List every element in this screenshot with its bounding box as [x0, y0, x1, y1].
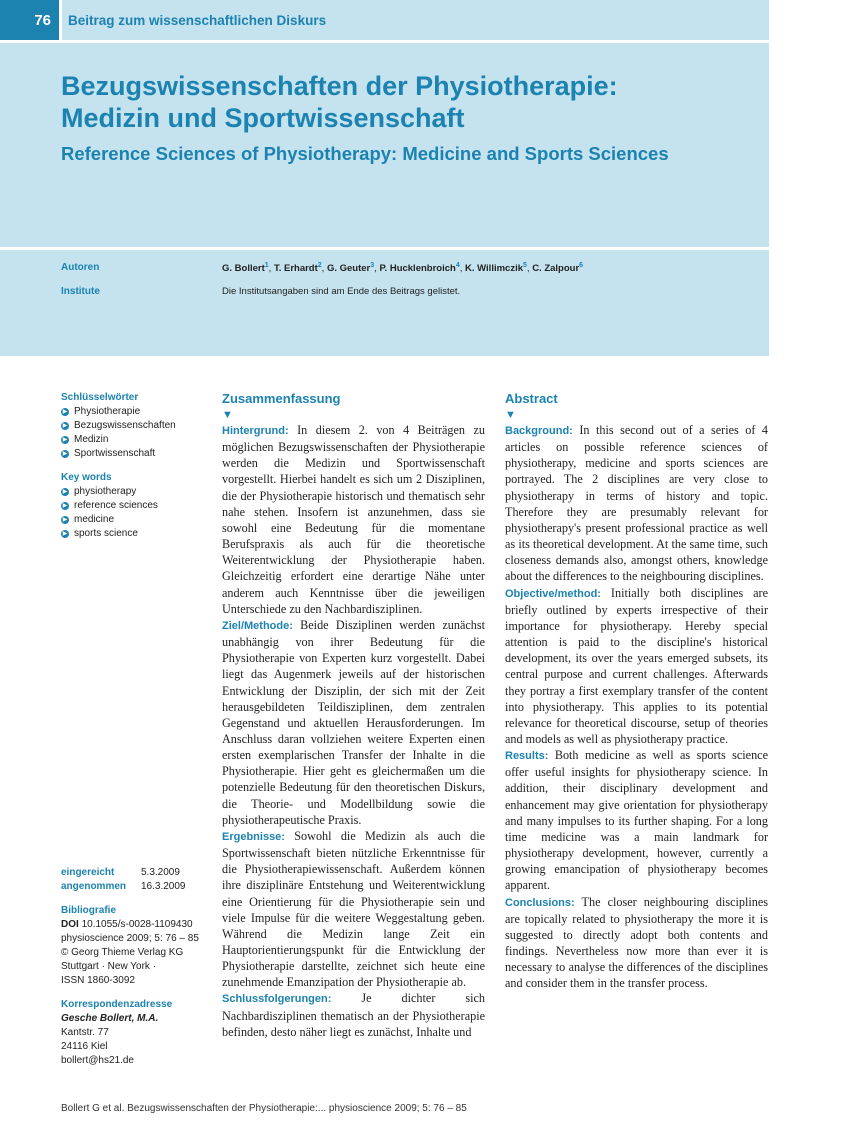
keyword-item — [61, 513, 211, 527]
accepted-label: angenommen — [61, 881, 127, 892]
page-number: 76 — [0, 0, 59, 40]
ziel-paragraph — [222, 617, 485, 828]
keyword-item — [61, 433, 211, 447]
accepted-date: 16.3.2009 — [141, 881, 186, 892]
received-date: 5.3.2009 — [141, 867, 180, 878]
correspondence-city: 24116 Kiel — [61, 1041, 108, 1052]
objective-text: Initially both disciplines are briefly outlined by experts irrespective of their importance for physiotherapy. Hereby special attention is paid to the discipline's historical development, its over the years emerged subsets, its central purpose and current challenges. Afterwards they portray a first exemplary transfer of the content into physiotherapy. This applies to its potential relevance for theoretical discourse, setup of theories and models as well as physiotherapy practice. — [505, 585, 769, 746]
schluss-label: Schlussfolgerungen: — [222, 993, 332, 1006]
objective-label: Objective/method: — [505, 587, 601, 600]
conclusions-text: The closer neighbouring disciplines are topically related to physiotherapy the more it is suggested to directly adopt both contents and findings. Nevertheless now more than ever it is necessary to analyse the differences of the disciplines and consider them in the transfer process. — [505, 894, 768, 991]
page-footer: Bollert G et al. Bezugswissenschaften der Physiotherapie:... physioscience 2009; 5: 76 – 85 — [61, 1103, 467, 1114]
results-paragraph — [505, 747, 768, 893]
down-arrow-icon: ▼ — [505, 409, 516, 421]
keyword-text: medicine — [74, 514, 115, 525]
author-name: K. Willimczik — [465, 263, 523, 275]
arrow-bullet-icon: ▶ — [62, 531, 68, 537]
author-affiliation: 2 — [317, 262, 322, 269]
author-name: P. Hucklenbroich — [379, 263, 456, 275]
authors-label: Autoren — [61, 262, 100, 273]
keywords-de-label: Schlüsselwörter — [61, 392, 139, 403]
author-affiliation: 6 — [579, 262, 584, 269]
keyword-text: Medizin — [74, 434, 109, 445]
down-arrow-icon: ▼ — [222, 409, 233, 421]
ziel-text: Beide Disziplinen werden zunächst unabhängig von ihrer Bedeutung für die Physiotherapie von Experten kurz vorgestellt. Dabei liegt das Augenmerk jeweils auf der historischen Entwicklung der Disziplin, der sich mit der Zeit herausgebildeten Teildisziplinen, dem zentralen Gegenstand und aktuellen Herausforderungen. Im Anschluss daran vollziehen weitere Experten einen ersten exemplarischen Transfer der Inhalte in die Physiotherapie. Hier geht es gleichermaßen um die potenzielle Bedeutung für den theoretischen Diskurs, die Theorie- und Modellbildung sowie die physiotherapeutische Praxis. — [222, 617, 485, 827]
correspondence-email[interactable]: bollert@hs21.de — [61, 1055, 134, 1066]
title-de-line2: Medizin und Sportwissenschaft — [61, 103, 465, 133]
correspondence-name: Gesche Bollert, M.A. — [61, 1013, 159, 1024]
publisher-place: Stuttgart · New York · — [61, 961, 157, 972]
keywords-de-block — [61, 391, 211, 461]
keyword-item — [61, 485, 211, 499]
authors-list: G. Bollert$^1$, T. Erhardt$^2$, G. Geuter$^3$, P. Hucklenbroich$^4$, K. Willimczik$^5$, C. Zalpour$^6$ — [222, 262, 584, 275]
abstract-heading: Abstract — [505, 391, 558, 406]
ergebnisse-text: Sowohl die Medizin als auch die Sportwissenschaft bieten nützliche Erkenntnisse für die Physiotherapiewissenschaft. Außerdem können ihre disziplinäre Entstehung und Weiterentwicklung eine Orientierung für die Physiotherapie sein und viele Impulse für die weitere Weggestaltung geben. Während die Medizin lange Zeit ein Hauptorientierungspunkt für die Entwicklung der Physiotherapie darstellte, zeichnet sich heute eine zunehmende Emanzipation der Physiotherapie ab. — [222, 828, 486, 990]
arrow-bullet-icon: ▶ — [62, 451, 68, 457]
running-title: Beitrag zum wissenschaftlichen Diskurs — [62, 0, 769, 40]
keywords-en-label: Key words — [61, 472, 112, 483]
keyword-text: Bezugswissenschaften — [74, 420, 176, 431]
author-affiliation: 1 — [264, 262, 269, 269]
arrow-bullet-icon: ▶ — [62, 517, 68, 523]
author-name: T. Erhardt — [273, 263, 318, 275]
doi-value: 10.1055/s-0028-1109430 — [81, 919, 193, 930]
keywords-en-block — [61, 471, 211, 541]
keyword-text: physiotherapy — [74, 486, 137, 497]
keyword-text: reference sciences — [74, 500, 158, 511]
hintergrund-label: Hintergrund: — [222, 425, 289, 437]
doi-line — [61, 918, 199, 932]
keyword-text: Physiotherapie — [74, 406, 141, 417]
hintergrund-paragraph — [222, 422, 485, 617]
publication-info — [61, 866, 199, 1068]
received-row — [61, 866, 199, 880]
keyword-item — [61, 499, 211, 513]
author-affiliation: 5 — [523, 262, 527, 269]
article-title-en: Reference Sciences of Physiotherapy: Medicine and Sports Sciences — [61, 143, 669, 164]
author-name: C. Zalpour — [532, 263, 580, 275]
article-title-de — [61, 70, 761, 134]
background-paragraph — [505, 422, 768, 585]
abstract-column — [505, 390, 768, 991]
author-affiliation: 3 — [370, 262, 375, 269]
background-label: Background: — [505, 425, 573, 437]
ergebnisse-label: Ergebnisse: — [222, 830, 285, 843]
institute-label: Institute — [61, 286, 100, 297]
doi-label: DOI — [61, 919, 79, 930]
issn: ISSN 1860-3092 — [61, 975, 135, 986]
ziel-label: Ziel/Methode: — [222, 619, 293, 632]
correspondence-label: Korrespondenzadresse — [61, 999, 173, 1010]
schluss-paragraph — [222, 990, 485, 1039]
author-affiliation: 4 — [455, 262, 460, 269]
title-de-line1: Bezugswissenschaften der Physiotherapie: — [61, 71, 618, 101]
zusammenfassung-column — [222, 390, 485, 1040]
copyright: © Georg Thieme Verlag KG — [61, 947, 184, 958]
author-name: G. Bollert — [222, 263, 265, 275]
conclusions-paragraph — [505, 894, 768, 992]
bibliography-label: Bibliografie — [61, 905, 117, 916]
keyword-item — [61, 447, 211, 461]
hintergrund-text: In diesem 2. von 4 Beiträgen zu möglichen Bezugswissenschaften der Physiotherapie werden die Medizin und Sportwissenschaft vorgestellt. Hierbei handelt es sich um 2 Disziplinen, die der Physiotherapie historisch und thematisch sehr nahe stehen. Insofern ist anzunehmen, dass sie sowohl eine Bedeutung für die momentane Berufspraxis als auch für die theoretische Weiterentwicklung der Physiotherapie haben. Gleichzeitig erfordert eine derartige Nähe unter anderem auch Kenntnisse über die jeweiligen Unterschiede zu den Nachbardisziplinen. — [222, 423, 486, 616]
keyword-text: Sportwissenschaft — [74, 448, 156, 459]
received-label: eingereicht — [61, 867, 115, 878]
schluss-text: Je dichter sich Nachbardisziplinen thematisch an der Physiotherapie befinden, desto näher liegt es zunächst, Inhalte und — [222, 991, 486, 1039]
arrow-bullet-icon: ▶ — [62, 409, 68, 415]
author-name: G. Geuter — [326, 263, 371, 275]
arrow-bullet-icon: ▶ — [62, 423, 68, 429]
arrow-bullet-icon: ▶ — [62, 489, 68, 495]
correspondence-street: Kantstr. 77 — [61, 1027, 109, 1038]
institute-text: Die Institutsangaben sind am Ende des Beitrags gelistet. — [222, 286, 461, 297]
keyword-item — [61, 419, 211, 433]
accepted-row — [61, 880, 199, 894]
objective-paragraph — [505, 585, 768, 748]
keyword-text: sports science — [74, 528, 138, 539]
citation: physioscience 2009; 5: 76 – 85 — [61, 933, 199, 944]
arrow-bullet-icon: ▶ — [62, 503, 68, 509]
arrow-bullet-icon: ▶ — [62, 437, 68, 443]
conclusions-label: Conclusions: — [505, 896, 575, 909]
zusammenfassung-heading: Zusammenfassung — [222, 391, 341, 406]
results-label: Results: — [505, 750, 549, 763]
results-text: Both medicine as well as sports science offer useful insights for physiotherapy science. In addition, their disciplinary development and enhancement may give orientation for physiotherapy and many impulses to its further shaping. For a long time medicine was a main landmark for physiotherapy development, however, currently a growing emancipation of physiotherapy becomes apparent. — [505, 748, 768, 893]
background-text: In this second out of a series of 4 articles on possible reference sciences of physiotherapy, medicine and sports sciences are portrayed. The 2 disciplines are very close to physiotherapy in terms of history and topic. Therefore they are presumably relevant for physiotherapy's present professional practice as well as its theoretical development. At the same time, such closeness demands also, amongst others, knowledge about the differences to the neighbouring disciplines. — [505, 423, 768, 584]
keyword-item — [61, 405, 211, 419]
keyword-item — [61, 527, 211, 541]
ergebnisse-paragraph — [222, 828, 485, 991]
